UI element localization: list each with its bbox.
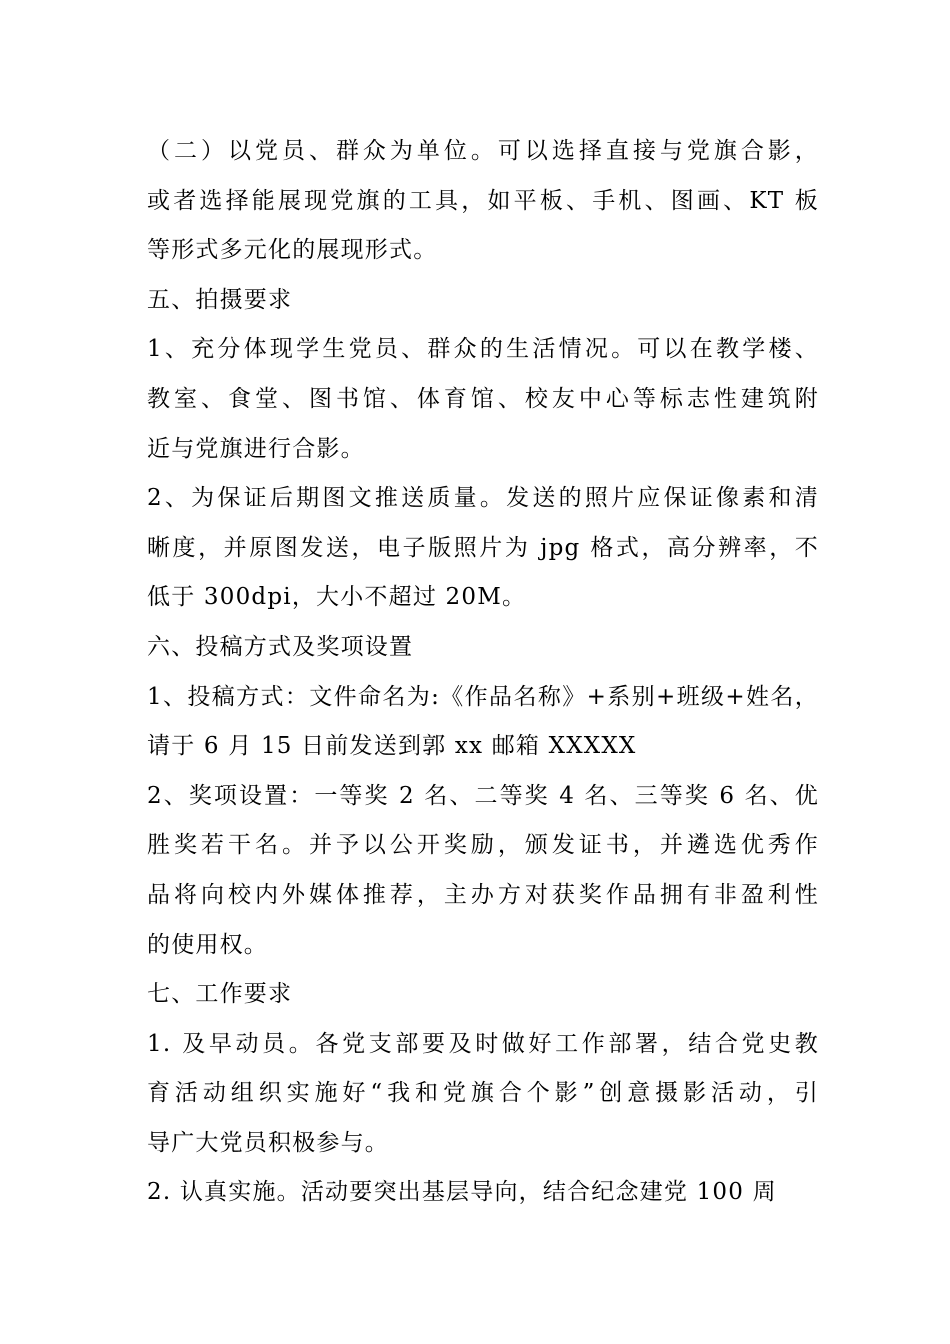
text-line: 育活动组织实施好“我和党旗合个影”创意摄影活动，引 xyxy=(147,1080,819,1107)
text-line: 六、投稿方式及奖项设置 xyxy=(147,633,414,660)
text-line: 或者选择能展现党旗的工具，如平板、手机、图画、KT 板 xyxy=(147,187,819,214)
text-line: 等形式多元化的展现形式。 xyxy=(147,237,438,264)
text-line: 品将向校内外媒体推荐，主办方对获奖作品拥有非盈利性 xyxy=(147,881,819,908)
text-line: 请于 6 月 15 日前发送到郭 xx 邮箱 XXXXX xyxy=(147,733,637,760)
text-line: 1、充分体现学生党员、群众的生活情况。可以在教学楼、 xyxy=(147,336,819,363)
text-line: 2. 认真实施。活动要突出基层导向，结合纪念建党 100 周 xyxy=(147,1179,777,1206)
text-line: 低于 300dpi，大小不超过 20M。 xyxy=(147,584,527,611)
text-line: 胜奖若干名。并予以公开奖励，颁发证书，并遴选优秀作 xyxy=(147,832,819,859)
text-line: 的使用权。 xyxy=(147,931,268,958)
text-line: （二）以党员、群众为单位。可以选择直接与党旗合影， xyxy=(147,138,819,164)
text-line: 2、为保证后期图文推送质量。发送的照片应保证像素和清 xyxy=(147,485,819,512)
text-line: 1、投稿方式：文件命名为:《作品名称》+系别+班级+姓名， xyxy=(147,683,819,710)
text-line: 2、奖项设置：一等奖 2 名、二等奖 4 名、三等奖 6 名、优 xyxy=(147,782,819,809)
text-line: 近与党旗进行合影。 xyxy=(147,435,365,462)
text-line: 导广大党员积极参与。 xyxy=(147,1129,389,1156)
document-body xyxy=(147,127,819,1218)
text-line: 教室、食堂、图书馆、体育馆、校友中心等标志性建筑附 xyxy=(147,385,819,412)
text-line: 晰度，并原图发送，电子版照片为 jpg 格式，高分辨率，不 xyxy=(147,534,819,561)
text-line: 1. 及早动员。各党支部要及时做好工作部署，结合党史教 xyxy=(147,1030,819,1057)
text-line: 七、工作要求 xyxy=(147,981,293,1008)
text-line: 五、拍摄要求 xyxy=(147,286,293,313)
